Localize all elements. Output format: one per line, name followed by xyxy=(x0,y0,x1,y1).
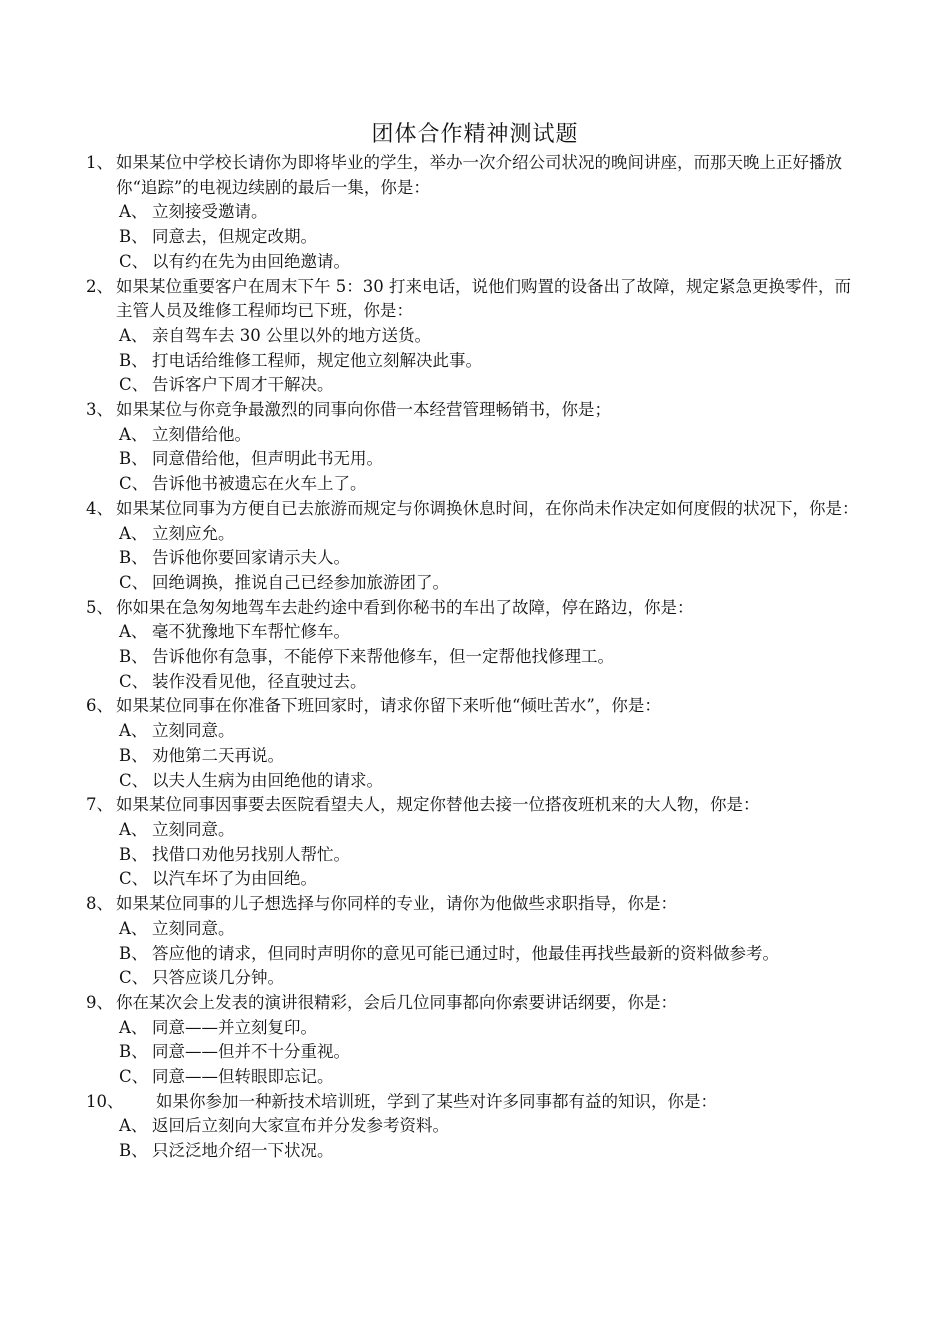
question-9 xyxy=(86,991,866,1016)
option-6-b xyxy=(119,744,866,769)
question-text: 如果某位重要客户在周末下午 5：30 打来电话，说他们购置的设备出了故障，规定紧急更换零件，而主管人员及维修工程师均已下班，你是： xyxy=(116,276,851,321)
option-8-c xyxy=(119,966,866,991)
option-text: 以有约在先为由回绝邀请。 xyxy=(152,251,350,271)
option-label: C、 xyxy=(119,1067,149,1087)
option-label: B、 xyxy=(119,449,148,469)
option-text: 以夫人生病为由回绝他的请求。 xyxy=(152,770,383,790)
option-text: 装作没看见他，径直驶过去。 xyxy=(152,671,367,691)
option-label: C、 xyxy=(119,474,149,494)
question-number: 6、 xyxy=(86,696,113,716)
question-number: 8、 xyxy=(86,894,113,914)
question-text: 如果某位同事为方便自已去旅游而规定与你调换休息时间，在你尚未作决定如何度假的状况下，你是： xyxy=(116,498,859,518)
option-label: A、 xyxy=(119,202,148,222)
option-text: 立刻同意。 xyxy=(152,721,235,741)
option-label: B、 xyxy=(119,548,148,568)
option-text: 返回后立刻向大家宣布并分发参考资料。 xyxy=(152,1116,449,1136)
question-text: 如果某位同事在你准备下班回家时，请求你留下来听他“倾吐苦水”，你是： xyxy=(116,696,661,716)
question-2 xyxy=(86,275,866,324)
question-number: 5、 xyxy=(86,597,113,617)
option-2-b xyxy=(119,349,866,374)
option-text: 立刻借给他。 xyxy=(152,424,251,444)
question-1 xyxy=(86,151,866,200)
option-label: B、 xyxy=(119,1042,148,1062)
option-label: A、 xyxy=(119,424,148,444)
option-text: 同意去，但规定改期。 xyxy=(152,227,317,247)
option-2-c xyxy=(119,373,866,398)
question-number: 2、 xyxy=(86,276,113,296)
question-6 xyxy=(86,694,866,719)
option-label: C、 xyxy=(119,869,149,889)
option-text: 答应他的请求，但同时声明你的意见可能已通过时，他最佳再找些最新的资料做参考。 xyxy=(152,943,779,963)
option-1-b xyxy=(119,225,866,250)
option-text: 告诉他你要回家请示夫人。 xyxy=(152,548,350,568)
option-8-a xyxy=(119,917,866,942)
option-7-c xyxy=(119,867,866,892)
option-1-c xyxy=(119,250,866,275)
question-3 xyxy=(86,398,866,423)
option-text: 同意——但并不十分重视。 xyxy=(152,1042,350,1062)
option-4-c xyxy=(119,571,866,596)
option-text: 立刻接受邀请。 xyxy=(152,202,268,222)
option-10-a xyxy=(119,1114,866,1139)
question-text: 如果某位与你竞争最激烈的同事向你借一本经营管理畅销书，你是； xyxy=(116,400,611,420)
option-text: 立刻同意。 xyxy=(152,918,235,938)
question-list xyxy=(86,151,866,1164)
option-8-b xyxy=(119,942,866,967)
option-2-a xyxy=(119,324,866,349)
question-5 xyxy=(86,596,866,621)
question-text: 如果某位同事的儿子想选择与你同样的专业，请你为他做些求职指导，你是： xyxy=(116,894,677,914)
question-text: 如果你参加一种新技术培训班，学到了某些对许多同事都有益的知识，你是： xyxy=(156,1091,717,1111)
option-text: 同意——并立刻复印。 xyxy=(152,1017,317,1037)
question-number: 3、 xyxy=(86,400,113,420)
question-number: 1、 xyxy=(86,153,113,172)
option-text: 同意——但转眼即忘记。 xyxy=(152,1067,334,1087)
option-1-a xyxy=(119,200,866,225)
option-9-a xyxy=(119,1016,866,1041)
option-text: 找借口劝他另找别人帮忙。 xyxy=(152,844,350,864)
option-text: 立刻应允。 xyxy=(152,523,235,543)
option-label: A、 xyxy=(119,1116,148,1136)
option-6-a xyxy=(119,719,866,744)
option-label: B、 xyxy=(119,227,148,247)
option-3-a xyxy=(119,423,866,448)
option-text: 同意借给他，但声明此书无用。 xyxy=(152,449,383,469)
question-text: 你如果在急匆匆地驾车去赴约途中看到你秘书的车出了故障，停在路边，你是： xyxy=(116,597,694,617)
option-7-b xyxy=(119,843,866,868)
option-9-b xyxy=(119,1040,866,1065)
option-label: A、 xyxy=(119,622,148,642)
option-3-b xyxy=(119,447,866,472)
option-text: 亲自驾车去 30 公里以外的地方送货。 xyxy=(152,325,431,345)
option-9-c xyxy=(119,1065,866,1090)
option-3-c xyxy=(119,472,866,497)
option-label: A、 xyxy=(119,523,148,543)
option-text: 以汽车坏了为由回绝。 xyxy=(152,869,317,889)
option-text: 告诉他书被遗忘在火车上了。 xyxy=(152,474,367,494)
option-label: B、 xyxy=(119,647,148,667)
option-10-b xyxy=(119,1139,866,1164)
option-label: B、 xyxy=(119,745,148,765)
option-5-c xyxy=(119,670,866,695)
question-text: 你在某次会上发表的演讲很精彩，会后几位同事都向你索要讲话纲要，你是： xyxy=(116,992,677,1012)
option-7-a xyxy=(119,818,866,843)
question-7 xyxy=(86,793,866,818)
question-number: 9、 xyxy=(86,992,113,1012)
option-text: 只答应谈几分钟。 xyxy=(152,968,284,988)
option-label: C、 xyxy=(119,251,149,271)
option-text: 只泛泛地介绍一下状况。 xyxy=(152,1141,334,1161)
question-text: 如果某位中学校长请你为即将毕业的学生，举办一次介绍公司状况的晚间讲座，而那天晚上正好播放你“追踪”的电视边续剧的最后一集，你是： xyxy=(116,153,842,197)
question-number: 10、 xyxy=(86,1091,124,1111)
document-title: 团体合作精神测试题 xyxy=(371,122,579,147)
option-text: 劝他第二天再说。 xyxy=(152,745,284,765)
option-5-b xyxy=(119,645,866,670)
option-label: B、 xyxy=(119,943,148,963)
question-number: 4、 xyxy=(86,498,113,518)
option-text: 毫不犹豫地下车帮忙修车。 xyxy=(152,622,350,642)
option-text: 打电话给维修工程师，规定他立刻解决此事。 xyxy=(152,350,482,370)
option-label: C、 xyxy=(119,671,149,691)
question-number: 7、 xyxy=(86,795,113,815)
option-4-a xyxy=(119,522,866,547)
option-label: B、 xyxy=(119,844,148,864)
question-text: 如果某位同事因事要去医院看望夫人，规定你替他去接一位搭夜班机来的大人物，你是： xyxy=(116,795,760,815)
option-label: C、 xyxy=(119,375,149,395)
option-label: A、 xyxy=(119,721,148,741)
option-text: 回绝调换，推说自己已经参加旅游团了。 xyxy=(152,572,449,592)
option-4-b xyxy=(119,546,866,571)
option-label: C、 xyxy=(119,572,149,592)
option-label: A、 xyxy=(119,1017,148,1037)
option-text: 告诉他你有急事，不能停下来帮他修车，但一定帮他找修理工。 xyxy=(152,647,614,667)
option-label: B、 xyxy=(119,350,148,370)
option-label: C、 xyxy=(119,968,149,988)
question-10 xyxy=(86,1090,866,1115)
option-label: C、 xyxy=(119,770,149,790)
option-text: 告诉客户下周才干解决。 xyxy=(152,375,334,395)
option-label: A、 xyxy=(119,819,148,839)
option-5-a xyxy=(119,620,866,645)
question-4 xyxy=(86,497,866,522)
option-label: A、 xyxy=(119,918,148,938)
question-8 xyxy=(86,892,866,917)
option-6-c xyxy=(119,769,866,794)
option-text: 立刻同意。 xyxy=(152,819,235,839)
option-label: B、 xyxy=(119,1141,148,1161)
option-label: A、 xyxy=(119,325,148,345)
